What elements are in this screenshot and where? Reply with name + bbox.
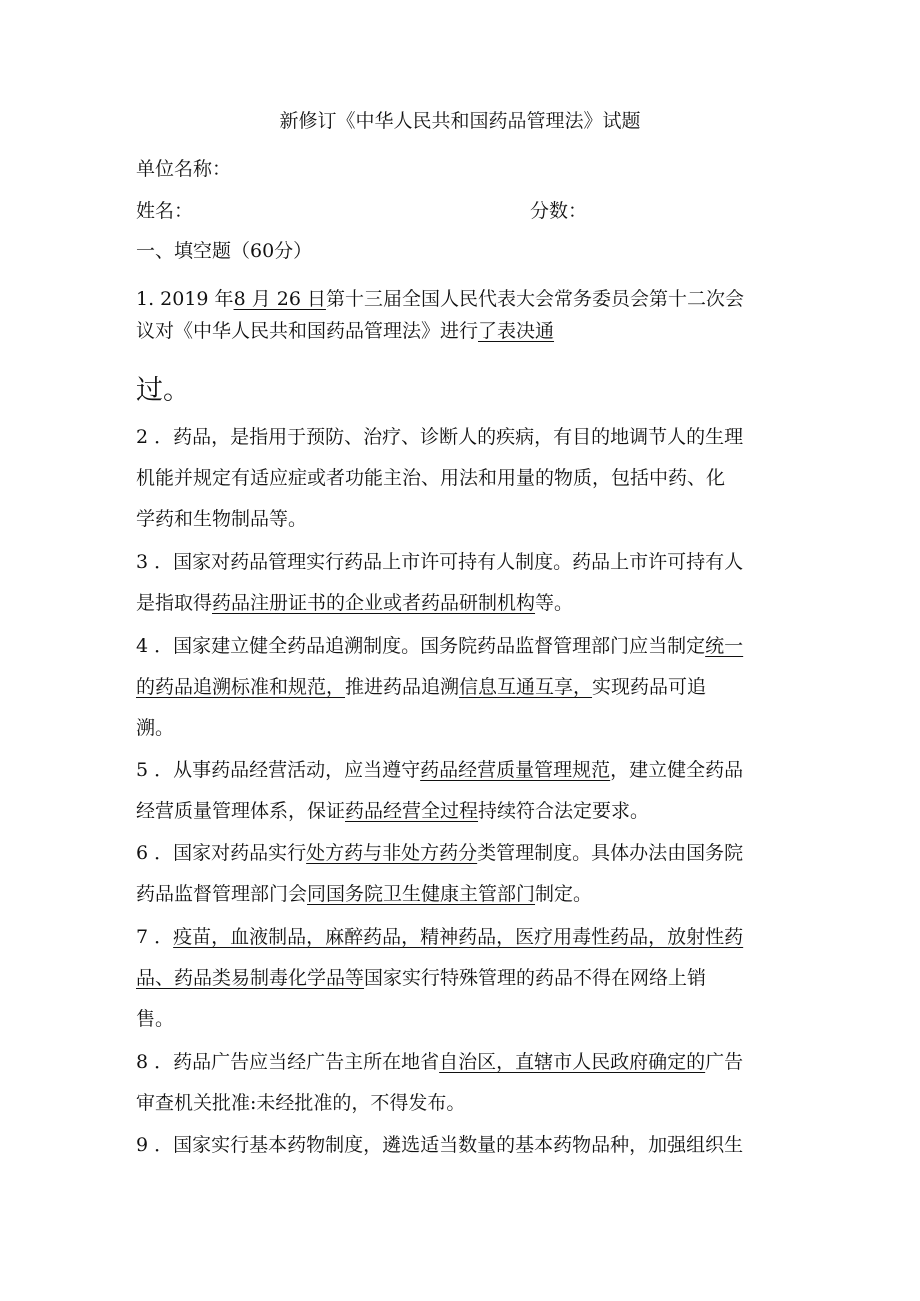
question-1-line-1: 1. 2019 年8 月 26 日第十三届全国人民代表大会常务委员会第十二次会 — [136, 288, 744, 310]
section-heading-fill-blank: 一、填空题（60分） — [136, 240, 313, 262]
question-7-line-1: 7 ．疫苗，血液制品，麻醉药品，精神药品，医疗用毒性药品，放射性药 — [136, 926, 744, 948]
question-8-line-2: 审查机关批准:未经批准的，不得发布。 — [136, 1092, 466, 1114]
answer-blank: 统一 — [705, 635, 744, 657]
answer-blank: 药品经营全过程 — [345, 800, 479, 822]
question-4-line-2: 的药品追溯标准和规范，推进药品追溯信息互通互享，实现药品可追 — [136, 676, 707, 698]
question-2-line-2: 机能并规定有适应症或者功能主治、用法和用量的物质，包括中药、化 — [136, 467, 726, 489]
answer-blank: 品、药品类易制毒化学品等 — [136, 967, 365, 989]
answer-blank: 8 月 26 日 — [233, 288, 326, 310]
question-8-line-1: 8 ．药品广告应当经广告主所在地省自治区，直辖市人民政府确定的广告 — [136, 1051, 744, 1073]
answer-blank: 自治区，直辖市人民政府确定的 — [439, 1051, 706, 1073]
answer-blank: 处方药与非处方药分 — [306, 842, 478, 864]
score-label: 分数： — [530, 200, 588, 222]
question-1-line-3: 过。 — [136, 375, 190, 406]
answer-blank: 药品经营质量管理规范 — [420, 759, 611, 781]
question-7-line-2: 品、药品类易制毒化学品等国家实行特殊管理的药品不得在网络上销 — [136, 967, 707, 989]
question-4-line-1: 4 ．国家建立健全药品追溯制度。国务院药品监督管理部门应当制定统一 — [136, 635, 744, 657]
unit-name-label: 单位名称： — [136, 158, 232, 180]
question-6-line-1: 6 ．国家对药品实行处方药与非处方药分类管理制度。具体办法由国务院 — [136, 842, 744, 864]
question-5-line-1: 5 ．从事药品经营活动，应当遵守药品经营质量管理规范，建立健全药品 — [136, 759, 744, 781]
document-title: 新修订《中华人民共和国药品管理法》试题 — [279, 110, 641, 132]
name-label: 姓名： — [136, 200, 194, 222]
answer-blank: 信息互通互享， — [459, 676, 593, 698]
question-7-line-3: 售。 — [136, 1008, 175, 1030]
question-2-line-1: 2 ．药品，是指用于预防、治疗、诊断人的疾病，有目的地调节人的生理 — [136, 426, 744, 448]
question-4-line-3: 溯。 — [136, 717, 175, 739]
answer-blank: 了表决通 — [478, 320, 555, 342]
answer-blank: 药品注册证书的企业或者药品研制机构 — [212, 592, 536, 614]
question-9-line-1: 9 ．国家实行基本药物制度，遴选适当数量的基本药物品种，加强组织生 — [136, 1134, 744, 1156]
question-3-line-1: 3 ．国家对药品管理实行药品上市许可持有人制度。药品上市许可持有人 — [136, 551, 744, 573]
question-6-line-2: 药品监督管理部门会同国务院卫生健康主管部门制定。 — [136, 883, 593, 905]
question-3-line-2: 是指取得药品注册证书的企业或者药品研制机构等。 — [136, 592, 574, 614]
question-2-line-3: 学药和生物制品等。 — [136, 508, 308, 530]
answer-blank: 疫苗，血液制品，麻醉药品，精神药品，医疗用毒性药品，放射性药 — [173, 926, 744, 948]
question-5-line-2: 经营质量管理体系，保证药品经营全过程持续符合法定要求。 — [136, 800, 650, 822]
answer-blank: 同国务院卫生健康主管部门 — [307, 883, 536, 905]
answer-blank: 的药品追溯标准和规范， — [136, 676, 346, 698]
question-1-line-2: 议对《中华人民共和国药品管理法》进行了表决通 — [136, 320, 555, 342]
